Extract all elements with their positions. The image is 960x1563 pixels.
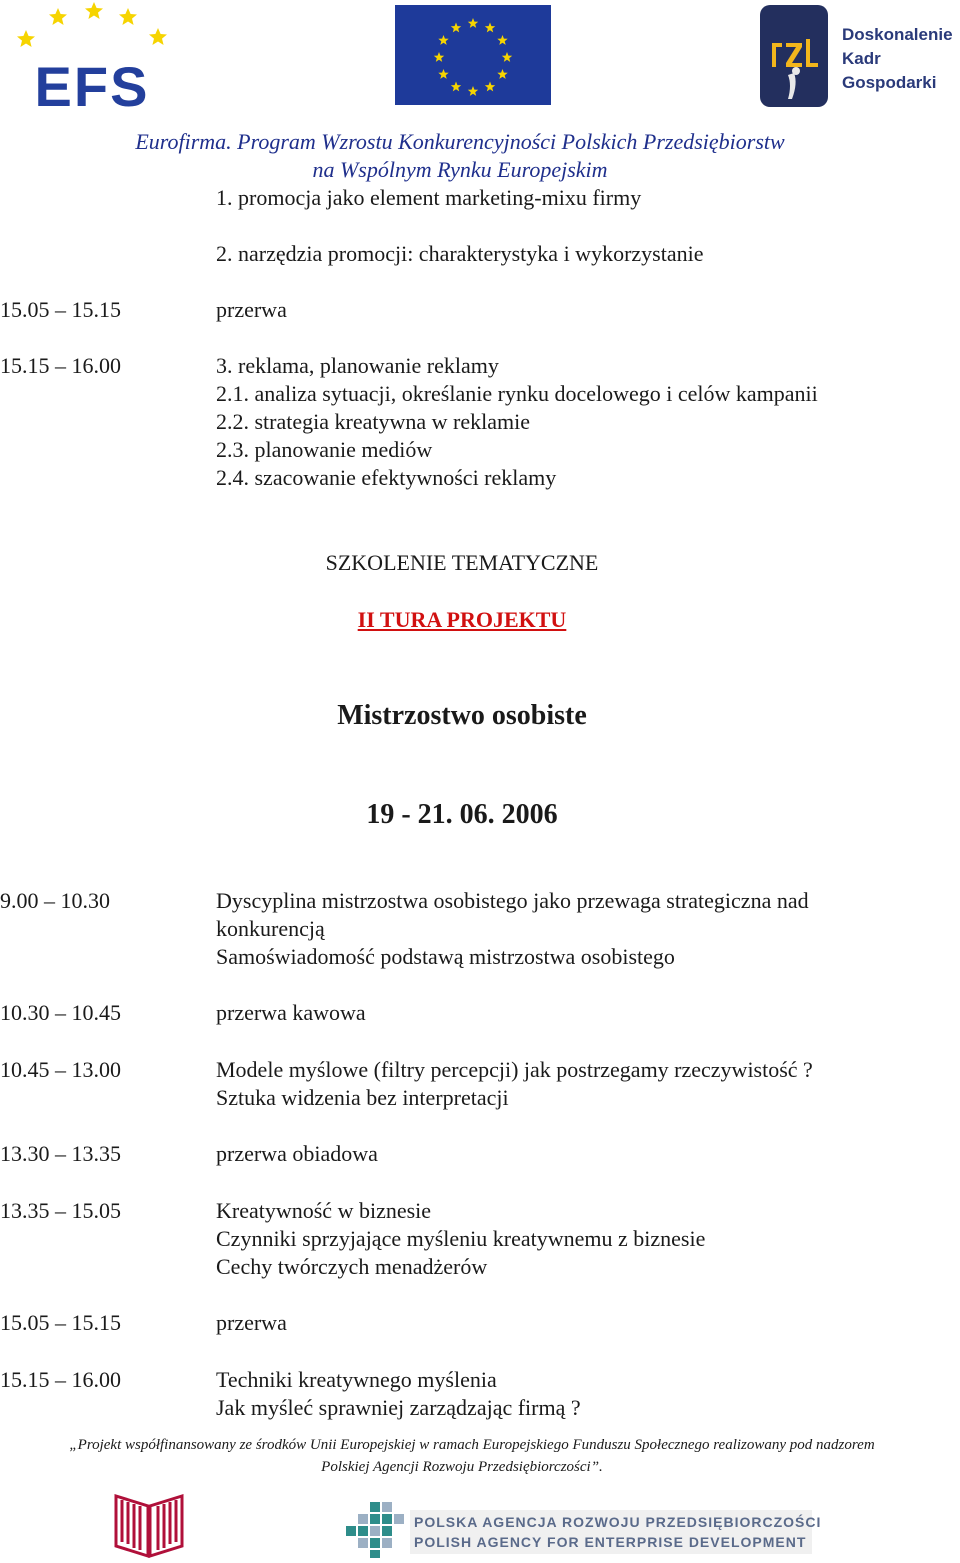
efs-logo-text: EFS	[34, 55, 150, 110]
promo-item-2: 2. narzędzia promocji: charakterystyka i wykorzystanie	[216, 241, 704, 266]
footer-line1: „Projekt współfinansowany ze środków Unii Europejskiej w ramach Europejskiego Funduszu Społecznego realizowany pod nadzorem	[69, 1437, 875, 1453]
dkg-line3: Gospodarki	[842, 73, 937, 92]
break-label: przerwa	[216, 297, 287, 322]
schedule-line: Cechy twórczych menadżerów	[216, 1254, 488, 1279]
schedule-line: Dyscyplina mistrzostwa osobistego jako przewaga strategiczna nad	[216, 888, 809, 913]
eu-flag-stars	[395, 5, 551, 105]
schedule-line: przerwa obiadowa	[216, 1141, 378, 1166]
efs-logo-graphic	[14, 2, 174, 110]
schedule-time: 13.30 – 13.35	[0, 1141, 121, 1166]
schedule-line: Techniki kreatywnego myślenia	[216, 1367, 497, 1392]
schedule-time: 13.35 – 15.05	[0, 1198, 121, 1223]
header-line2: na Wspólnym Rynku Europejskim	[312, 157, 608, 182]
training-dates: 19 - 21. 06. 2006	[366, 799, 558, 830]
session-sub-item: 2.1. analiza sytuacji, określanie rynku docelowego i celów kampanii	[216, 381, 818, 406]
parp-line1: POLSKA AGENCJA ROZWOJU PRZEDSIĘBIORCZOŚCI	[414, 1514, 822, 1530]
session-sub-item: 2.2. strategia kreatywna w reklamie	[216, 409, 530, 434]
schedule-line: przerwa	[216, 1310, 287, 1335]
dkg-logo	[758, 3, 958, 109]
schedule-line: Samoświadomość podstawą mistrzostwa osobistego	[216, 944, 675, 969]
promo-item-1: 1. promocja jako element marketing-mixu firmy	[216, 185, 642, 210]
parp-line2: POLISH AGENCY FOR ENTERPRISE DEVELOPMENT	[414, 1534, 807, 1550]
schedule-time: 15.05 – 15.15	[0, 1310, 121, 1335]
schedule-line: Modele myślowe (filtry percepcji) jak postrzegamy rzeczywistość ?	[216, 1057, 813, 1082]
schedule-time: 9.00 – 10.30	[0, 888, 110, 913]
session-sub-item: 2.3. planowanie mediów	[216, 437, 433, 462]
schedule-line: Czynniki sprzyjające myśleniu kreatywnemu z biznesie	[216, 1226, 706, 1251]
schedule-time: 10.45 – 13.00	[0, 1057, 121, 1082]
efs-logo	[14, 2, 174, 110]
schedule-time: 15.15 – 16.00	[0, 1367, 121, 1392]
session-sub-item: 2.4. szacowanie efektywności reklamy	[216, 465, 557, 490]
schedule-line: Jak myśleć sprawniej zarządzając firmą ?	[216, 1395, 581, 1420]
parp-emblem	[344, 1500, 408, 1560]
dkg-emblem	[758, 3, 830, 109]
training-title: Mistrzostwo osobiste	[337, 700, 587, 731]
schedule-line: konkurencją	[216, 916, 325, 941]
dkg-line2: Kadr	[842, 49, 881, 68]
break-time: 15.05 – 15.15	[0, 297, 121, 322]
parp-logo	[344, 1500, 822, 1560]
session-time: 15.15 – 16.00	[0, 353, 121, 378]
header-line1: Eurofirma. Program Wzrostu Konkurencyjności Polskich Przedsiębiorstw	[135, 129, 785, 154]
session-title: 3. reklama, planowanie reklamy	[216, 353, 499, 378]
schedule-line: Kreatywność w biznesie	[216, 1198, 432, 1223]
star-arc	[17, 2, 167, 47]
schedule-line: przerwa kawowa	[216, 1000, 366, 1025]
footer-line2: Polskiej Agencji Rozwoju Przedsiębiorczości”.	[321, 1459, 603, 1475]
training-round: II TURA PROJEKTU	[357, 607, 567, 632]
dkg-line1: Doskonalenie	[842, 25, 953, 44]
schedule-time: 10.30 – 10.45	[0, 1000, 121, 1025]
schedule-line: Sztuka widzenia bez interpretacji	[216, 1085, 509, 1110]
wup-logo-graphic	[112, 1486, 186, 1558]
training-label: SZKOLENIE TEMATYCZNE	[325, 550, 599, 575]
wup-logo	[112, 1486, 186, 1558]
eu-flag	[395, 5, 551, 105]
